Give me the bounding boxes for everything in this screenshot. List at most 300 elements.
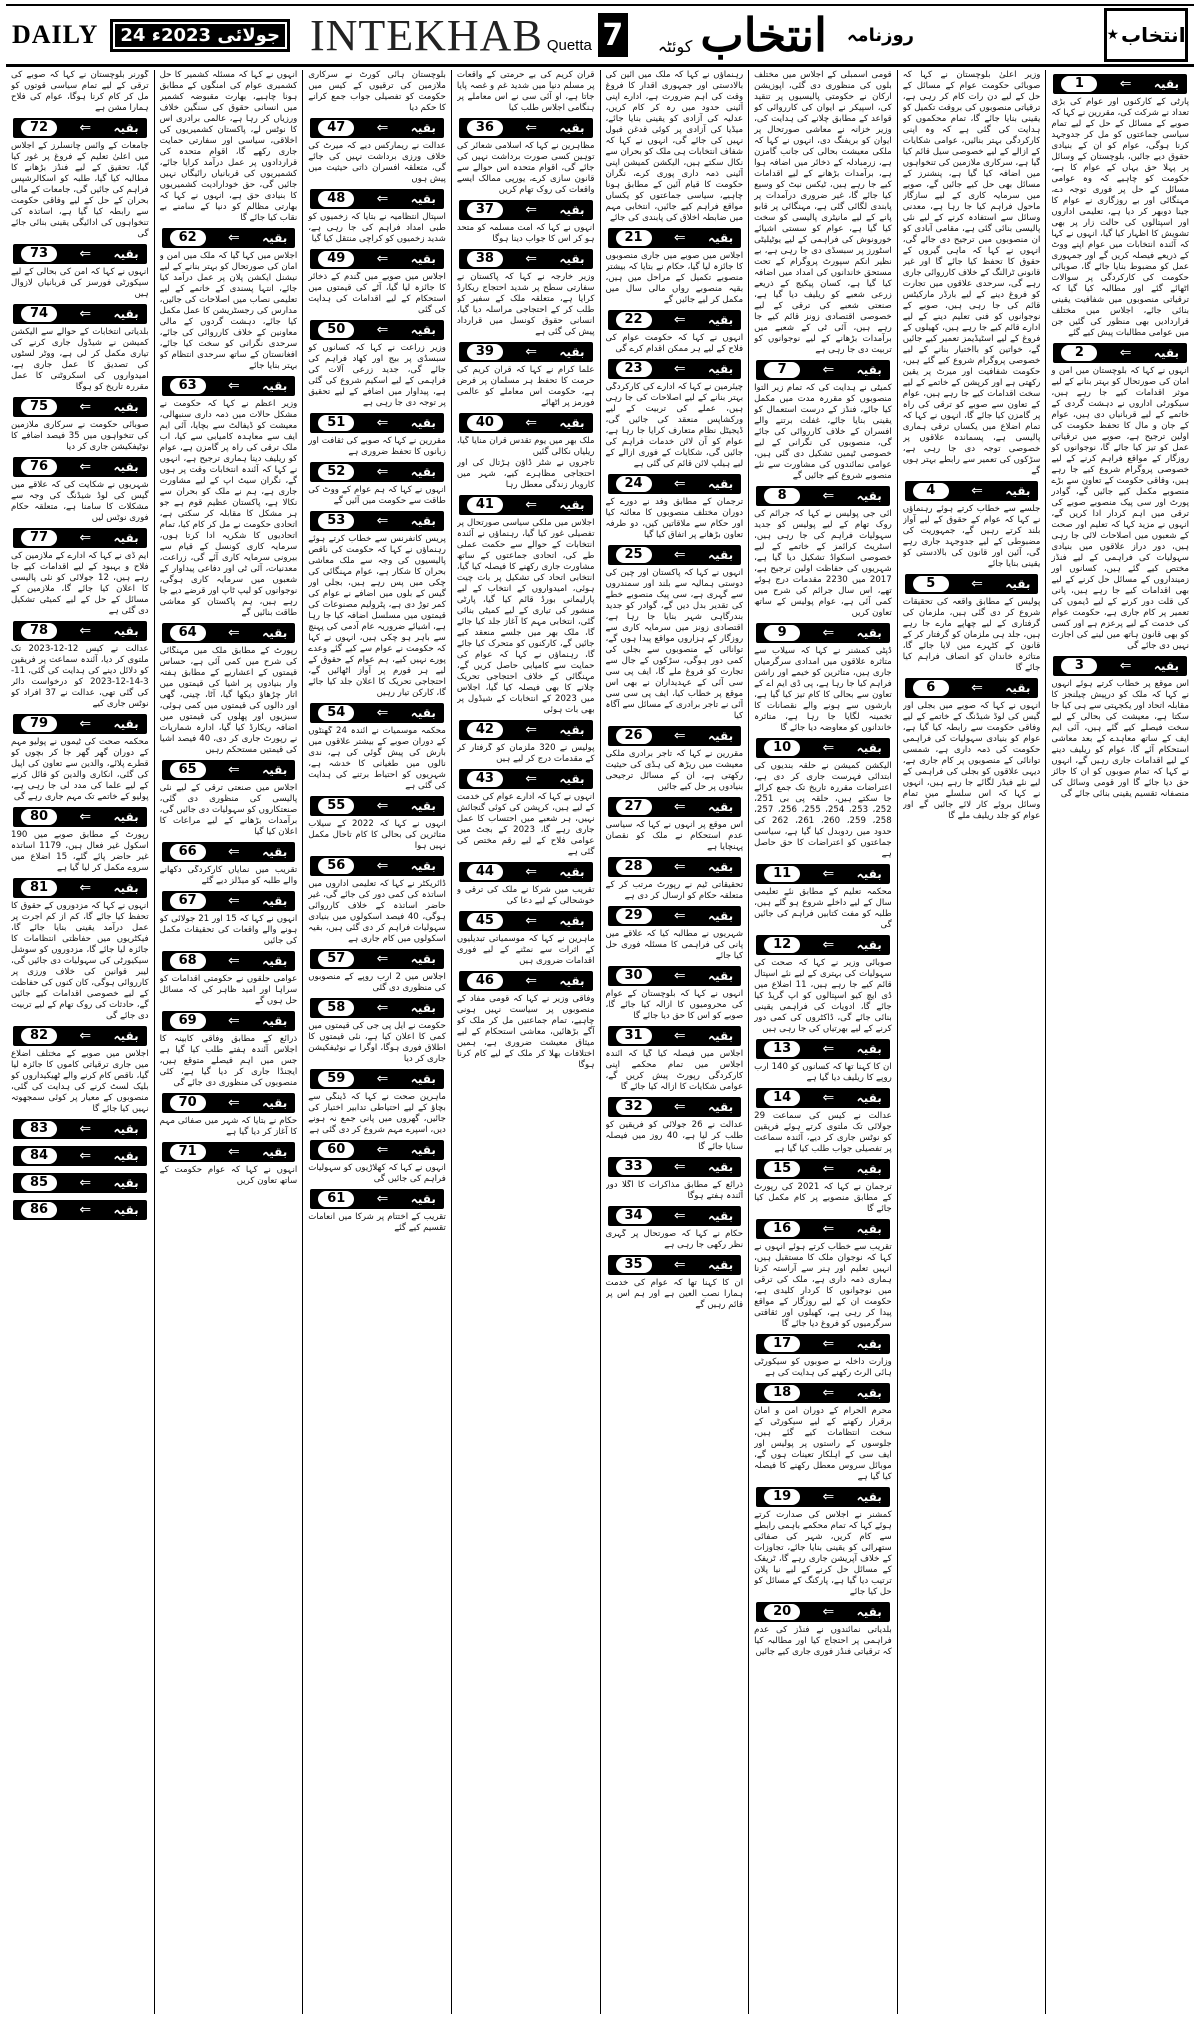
arrow-left-icon: ⇐ [376, 322, 389, 338]
arrow-left-icon: ⇐ [228, 625, 240, 641]
continuation-item [308, 699, 446, 792]
continuation-header[interactable] [459, 413, 593, 433]
arrow-left-icon: ⇐ [822, 362, 835, 378]
article-text: انہوں نے کہا کہ عوام حکومت کے ساتھ تعاون کریں [159, 1165, 298, 1186]
continuation-header[interactable] [310, 998, 444, 1018]
continuation-label: بقیہ [856, 1042, 882, 1056]
continuation-number: 26 [616, 728, 652, 744]
continuation-label: بقیہ [1005, 484, 1031, 498]
continuation-label: بقیہ [262, 763, 288, 777]
continuation-label: بقیہ [559, 252, 585, 266]
continuation-header[interactable] [162, 842, 296, 862]
continuation-item [308, 945, 446, 994]
continuation-label: بقیہ [262, 1014, 288, 1028]
continuation-number: 79 [21, 716, 57, 732]
arrow-left-icon: ⇐ [822, 1161, 835, 1177]
continuation-item [754, 1035, 892, 1084]
arrow-left-icon: ⇐ [228, 893, 240, 909]
continuation-item [308, 185, 446, 245]
article-text: وزیر خارجہ نے کہا کہ پاکستان نے سفارتی سطح پر شدید احتجاج ریکارڈ کرایا ہے، متعلقہ ملک کے سفیر کو طلب کر کے احتجاجی مراسلہ دیا گیا، انسانی حقوق کونسل میں قرارداد پیش کی گئی ہے [456, 272, 595, 337]
continuation-header[interactable] [459, 200, 593, 220]
continuation-label: بقیہ [410, 416, 436, 430]
continuation-item [754, 1379, 892, 1483]
continuation-label: بقیہ [856, 1091, 882, 1105]
continuation-label: بقیہ [856, 1337, 882, 1351]
continuation-header[interactable] [13, 244, 147, 264]
masthead-daily: DAILY [12, 20, 99, 49]
continuation-label: بقیہ [856, 867, 882, 881]
continuation-label: بقیہ [410, 121, 436, 135]
continuation-item [457, 907, 595, 967]
continuation-label: بقیہ [113, 1029, 139, 1043]
continuation-item [11, 1115, 149, 1142]
continuation-item [160, 947, 298, 1007]
continuation-item [606, 962, 744, 1022]
continuation-item [754, 734, 892, 860]
article-text: انہوں نے کہا کہ مزدوروں کے حقوق کا تحفظ کیا جائے گا، کم از کم اجرت پر عمل درآمد یقینی بنایا جائے گا، فیکٹریوں میں حفاظتی انتظامات کا جائزہ لیا جائے گا، مزدوروں کو سوشل سیکیورٹی کی سہولیات دی جائیں گی، لیبر قوانین کی خلاف ورزی پر کارروائی ہوگی، کان کنوں کی حفاظت کے لیے خصوصی اقدامات کیے جائیں گے، حادثات کی روک تھام کے لیے تربیت دی جائے گی [11, 901, 149, 1021]
continuation-number: 71 [170, 1144, 206, 1160]
news-column [451, 70, 600, 2014]
continuation-item [308, 1185, 446, 1234]
continuation-header[interactable] [310, 511, 444, 531]
continuation-item [457, 196, 595, 245]
continuation-number: 43 [467, 771, 503, 787]
continuation-item [754, 1330, 892, 1379]
arrow-left-icon: ⇐ [1119, 345, 1132, 361]
continuation-number: 25 [616, 547, 652, 563]
continuation-header[interactable] [13, 457, 147, 477]
continuation-label: بقیہ [856, 1162, 882, 1176]
continuation-label: بقیہ [1005, 577, 1031, 591]
article-text: بلدیاتی نمائندوں نے فنڈز کی عدم فراہمی پر احتجاج کیا اور مطالبہ کیا کہ ترقیاتی فنڈز فوری جاری کیے جائیں [754, 1625, 892, 1657]
arrow-left-icon: ⇐ [673, 476, 686, 492]
arrow-left-icon: ⇐ [376, 1000, 389, 1016]
continuation-number: 54 [318, 705, 354, 721]
continuation-item [308, 114, 446, 185]
continuation-header[interactable] [13, 807, 147, 827]
continuation-header[interactable] [310, 1140, 444, 1160]
continuation-header[interactable] [756, 360, 890, 380]
continuation-label: بقیہ [113, 247, 139, 261]
continuation-header[interactable] [608, 1026, 742, 1046]
continuation-header[interactable] [608, 906, 742, 926]
continuation-header[interactable] [608, 1097, 742, 1117]
arrow-left-icon: ⇐ [673, 1208, 686, 1224]
arrow-left-icon: ⇐ [673, 1099, 686, 1115]
continuation-item [160, 887, 298, 947]
continuation-header[interactable] [310, 118, 444, 138]
article-text: انہوں نے کہا کہ بلوچستان میں امن و امان کی صورتحال کو بہتر بنانے کے لیے موثر اقدامات کیے جا رہے ہیں، سیکورٹی اداروں نے دہشت گردی کے خاتمے کے لیے قربانیاں دی ہیں، عوام کے جان و مال کا تحفظ حکومت کی اولین ترجیح ہے، صوبے میں ترقیاتی عمل کو تیز کیا جائے گا، نوجوانوں کو روزگار کے مواقع فراہم کرنے کے لیے خصوصی پروگرام شروع کیے جا رہے ہیں، وفاقی حکومت کے تعاون سے بڑے منصوبے مکمل کیے جائیں گے، گوادر پورٹ اور سی پیک منصوبے صوبے کی ترقی میں اہم کردار ادا کریں گے، انہوں نے مزید کہا کہ تعلیم اور صحت کے شعبوں میں اصلاحات لائی جا رہی ہیں، دور دراز علاقوں میں بنیادی سہولیات کی فراہمی کے لیے فنڈز مختص کیے گئے ہیں، کسانوں اور زمینداروں کے مسائل حل کرنے کے لیے بھی اقدامات کیے جا رہے ہیں، پانی کی قلت دور کرنے کے لیے ڈیموں کی تعمیر پر کام جاری ہے، حکومت عوام کی خدمت کے لیے پرعزم ہے اور کسی کو بھی قانون ہاتھ میں لینے کی اجازت نہیں دی جائے گی [1051, 366, 1189, 651]
continuation-item [160, 756, 298, 838]
continuation-header[interactable] [756, 864, 890, 884]
arrow-left-icon: ⇐ [376, 191, 389, 207]
arrow-left-icon: ⇐ [673, 728, 686, 744]
arrow-left-icon: ⇐ [673, 1257, 686, 1273]
continuation-header[interactable] [162, 760, 296, 780]
continuation-header[interactable] [756, 623, 890, 643]
article-text: صوبائی حکومت نے سرکاری ملازمین کی تنخواہوں میں 35 فیصد اضافے کا نوٹیفکیشن جاری کر دیا [11, 420, 149, 452]
continuation-header[interactable] [459, 769, 593, 789]
continuation-label: بقیہ [113, 1122, 139, 1136]
arrow-left-icon: ⇐ [228, 1095, 240, 1111]
continuation-header[interactable] [608, 857, 742, 877]
arrow-left-icon: ⇐ [376, 464, 389, 480]
article-text: وزیر اعظم نے کہا کہ حکومت نے مشکل حالات میں ذمہ داری سنبھالی، معیشت کو ڈیفالٹ سے بچایا، آئی ایم ایف سے معاہدہ کامیابی سے کیا، اب ملک ترقی کی راہ پر گامزن ہے، عوام کو ریلیف دینا ہماری ترجیح ہے، انہوں نے کہا کہ آئندہ انتخابات وقت پر ہوں گے، نگران سیٹ اپ کے لیے مشاورت جاری ہے، ہم نے ملک کو بحران سے نکالا ہے، پاکستان عظیم قوم ہے جو ہر مشکل کا مقابلہ کر سکتی ہے، اتحادی حکومت نے مل کر کام کیا، تمام اتحادیوں کا شکریہ ادا کرتا ہوں، سرمایہ کاری کونسل کے قیام سے بیرونی سرمایہ کاری آئے گی، زراعت، معدنیات، آئی ٹی اور دفاعی پیداوار کے شعبوں میں سرمایہ کاری ہوگی، نوجوانوں کو لیپ ٹاپ اور قرضے دیے جا رہے ہیں، ہم پاکستان کو معاشی طاقت بنائیں گے [159, 399, 298, 618]
news-column [302, 70, 451, 2014]
continuation-header[interactable] [162, 1093, 296, 1113]
article-text: شہریوں نے شکایت کی کہ علاقے میں گیس کی لوڈ شیڈنگ کی وجہ سے مشکلات کا سامنا ہے، متعلقہ حکام فوری نوٹس لیں [11, 480, 149, 523]
arrow-left-icon: ⇐ [376, 1142, 389, 1158]
continuation-header[interactable] [459, 342, 593, 362]
continuation-number: 6 [913, 680, 949, 696]
article-text: حکومت نے ایل پی جی کی قیمتوں میں کمی کا اعلان کیا ہے، نئی قیمتوں کا اطلاق فوری ہوگا، اوگرا نے نوٹیفکیشن جاری کر دیا [308, 1021, 446, 1064]
continuation-label: بقیہ [113, 121, 139, 135]
continuation-header[interactable] [13, 304, 147, 324]
continuation-item [754, 356, 892, 482]
continuation-item [457, 70, 595, 114]
continuation-number: 40 [467, 415, 503, 431]
arrow-left-icon: ⇐ [822, 1041, 835, 1057]
continuation-item [11, 1169, 149, 1196]
continuation-label: بقیہ [559, 723, 585, 737]
continuation-item [754, 931, 892, 1035]
article-text: تقریب کے اختتام پر شرکا میں انعامات تقسیم کیے گئے [308, 1212, 446, 1233]
continuation-header[interactable] [13, 1146, 147, 1166]
continuation-header[interactable] [13, 878, 147, 898]
continuation-header[interactable] [310, 796, 444, 816]
continuation-header[interactable] [162, 376, 296, 396]
continuation-label: بقیہ [410, 1192, 436, 1206]
continuation-number: 38 [467, 251, 503, 267]
continuation-item [308, 70, 446, 114]
article-text: ماہرین نے کہا کہ موسمیاتی تبدیلیوں کے اثرات سے نمٹنے کے لیے فوری اقدامات ضروری ہیں [456, 934, 595, 966]
continuation-header[interactable] [459, 118, 593, 138]
continuation-label: بقیہ [113, 810, 139, 824]
continuation-item [11, 393, 149, 453]
continuation-number: 14 [764, 1090, 800, 1106]
continuation-label: بقیہ [856, 1222, 882, 1236]
continuation-header[interactable] [756, 1602, 890, 1622]
continuation-label: بقیہ [856, 1605, 882, 1619]
continuation-number: 86 [21, 1202, 57, 1218]
continuation-label: بقیہ [410, 252, 436, 266]
continuation-header[interactable] [162, 623, 296, 643]
continuation-item [1051, 70, 1189, 339]
continuation-header[interactable] [756, 738, 890, 758]
continuation-label: بقیہ [708, 969, 734, 983]
continuation-header[interactable] [756, 1334, 890, 1354]
continuation-number: 35 [616, 1257, 652, 1273]
arrow-left-icon: ⇐ [673, 361, 686, 377]
continuation-header[interactable] [608, 228, 742, 248]
continuation-item [1051, 652, 1189, 800]
continuation-label: بقیہ [856, 741, 882, 755]
continuation-header[interactable] [905, 678, 1039, 698]
continuation-number: 83 [21, 1121, 57, 1137]
continuation-header[interactable] [608, 359, 742, 379]
continuation-item [606, 1093, 744, 1153]
continuation-item [754, 482, 892, 619]
continuation-number: 44 [467, 864, 503, 880]
continuation-item [903, 477, 1041, 570]
continuation-item [754, 1215, 892, 1330]
continuation-item [606, 541, 744, 722]
continuation-header[interactable] [756, 1219, 890, 1239]
continuation-header[interactable] [13, 1026, 147, 1046]
continuation-number: 77 [21, 530, 57, 546]
news-column [897, 70, 1046, 2014]
continuation-number: 42 [467, 722, 503, 738]
continuation-item [11, 114, 149, 240]
continuation-item [160, 1089, 298, 1138]
article-text: پریس کانفرنس سے خطاب کرتے ہوئے رہنماؤں نے کہا کہ حکومت کی ناقص پالیسیوں کی وجہ سے ملک معاشی بحران کا شکار ہے، عوام مہنگائی کی چکی میں پس رہے ہیں، بجلی اور گیس کے بلوں میں اضافے نے عوام کی کمر توڑ دی ہے، پٹرولیم مصنوعات کی قیمتوں میں مسلسل اضافہ کیا جا رہا ہے، اشیائے ضروریہ عام آدمی کی پہنچ سے باہر ہو چکی ہیں، انہوں نے کہا کہ حکومت نے عوام سے کیے گئے وعدے پورے نہیں کیے، ہم عوام کے حقوق کے لیے ہر فورم پر آواز اٹھائیں گے، احتجاجی تحریک کا اعلان جلد کیا جائے گا، کارکن تیار رہیں [308, 534, 446, 698]
continuation-header[interactable] [162, 1011, 296, 1031]
continuation-header[interactable] [310, 1069, 444, 1089]
continuation-header[interactable] [459, 911, 593, 931]
newspaper-logo [1104, 8, 1188, 62]
continuation-label: بقیہ [113, 881, 139, 895]
arrow-left-icon: ⇐ [822, 1336, 835, 1352]
continuation-header[interactable] [13, 1173, 147, 1193]
continuation-header[interactable] [459, 249, 593, 269]
continuation-header[interactable] [756, 1159, 890, 1179]
continuation-header[interactable] [608, 474, 742, 494]
continuation-header[interactable] [310, 1189, 444, 1209]
continuation-header[interactable] [756, 1487, 890, 1507]
article-text: آئی جی پولیس نے کہا کہ جرائم کی روک تھام کے لیے پولیس کو جدید سہولیات فراہم کی جا رہی ہیں، اسٹریٹ کرائمز کے خاتمے کے لیے خصوصی اسکواڈ تشکیل دیا گیا ہے، شہریوں کی حفاظت اولین ترجیح ہے، 2017 میں 2230 مقدمات درج ہوئے تھے، اس سال جرائم کی شرح میں کمی آئی ہے، عوام پولیس کے ساتھ تعاون کریں [754, 509, 892, 618]
article-text: انہوں نے کہا کہ کھلاڑیوں کو سہولیات فراہم کی جائیں گی [308, 1163, 446, 1184]
continuation-item [11, 70, 149, 114]
continuation-header[interactable] [756, 1039, 890, 1059]
continuation-header[interactable] [756, 486, 890, 506]
continuation-header[interactable] [459, 495, 593, 515]
continuation-label: بقیہ [708, 313, 734, 327]
continuation-header[interactable] [608, 1255, 742, 1275]
continuation-header[interactable] [1053, 74, 1187, 94]
continuation-item [160, 1138, 298, 1187]
continuation-header[interactable] [162, 228, 296, 248]
continuation-header[interactable] [310, 703, 444, 723]
continuation-item [11, 710, 149, 803]
continuation-number: 47 [318, 120, 354, 136]
article-text: اجلاس میں صوبے کے مختلف اضلاع میں جاری ترقیاتی کاموں کا جائزہ لیا گیا، ناقص کام کرنے والے ٹھیکیداروں کو بلیک لسٹ کرنے کی ہدایت کی گئی، منصوبوں کے معیار پر کوئی سمجھوتہ نہیں کیا جائے گا [11, 1049, 149, 1114]
continuation-item [606, 470, 744, 541]
arrow-left-icon: ⇐ [673, 908, 686, 924]
arrow-left-icon: ⇐ [376, 415, 389, 431]
arrow-left-icon: ⇐ [376, 1071, 389, 1087]
arrow-left-icon: ⇐ [228, 844, 240, 860]
continuation-header[interactable] [162, 951, 296, 971]
continuation-header[interactable] [310, 462, 444, 482]
article-text: اجلاس میں صوبے میں جاری منصوبوں کا جائزہ لیا گیا، حکام نے بتایا کہ بیشتر منصوبے تکمیل کے مراحل میں ہیں، بقیہ منصوبے رواں مالی سال میں مکمل کر لیے جائیں گے [605, 251, 744, 305]
continuation-header[interactable] [310, 413, 444, 433]
arrow-left-icon: ⇐ [228, 1013, 240, 1029]
arrow-left-icon: ⇐ [376, 1191, 389, 1207]
continuation-item [11, 1142, 149, 1169]
continuation-header[interactable] [608, 545, 742, 565]
arrow-left-icon: ⇐ [673, 968, 686, 984]
article-text: قرآن کریم کی بے حرمتی کے واقعات پر مسلم دنیا میں شدید غم و غصہ پایا جاتا ہے، او آئی سی نے اس معاملے پر ہنگامی اجلاس طلب کیا [456, 70, 595, 113]
arrow-left-icon: ⇐ [79, 716, 92, 732]
continuation-header[interactable] [905, 574, 1039, 594]
columns-area [6, 70, 1194, 2014]
continuation-label: بقیہ [1153, 659, 1179, 673]
continuation-number: 19 [764, 1489, 800, 1505]
continuation-header[interactable] [459, 720, 593, 740]
continuation-label: بقیہ [559, 772, 585, 786]
article-text: پولیس نے 320 ملزمان کو گرفتار کر کے مقدمات درج کر لیے ہیں [456, 743, 595, 764]
arrow-left-icon: ⇐ [822, 740, 835, 756]
continuation-label: بقیہ [262, 894, 288, 908]
continuation-item [160, 619, 298, 756]
continuation-label: بقیہ [410, 706, 436, 720]
arrow-left-icon: ⇐ [673, 1028, 686, 1044]
masthead-label-ur: روزنامہ [846, 24, 914, 46]
continuation-number: 27 [616, 799, 652, 815]
continuation-label: بقیہ [262, 1096, 288, 1110]
arrow-left-icon: ⇐ [376, 798, 389, 814]
continuation-number: 55 [318, 798, 354, 814]
continuation-label: بقیہ [708, 800, 734, 814]
continuation-header[interactable] [756, 1383, 890, 1403]
arrow-left-icon: ⇐ [525, 415, 538, 431]
article-text: ماہرین صحت نے کہا کہ ڈینگی سے بچاؤ کے لیے احتیاطی تدابیر اختیار کی جائیں، گھروں میں پانی جمع نہ ہونے دیں، اسپرے مہم شروع کر دی گئی ہے [308, 1092, 446, 1135]
continuation-item [308, 852, 446, 945]
continuation-number: 4 [913, 483, 949, 499]
continuation-number: 21 [616, 230, 652, 246]
continuation-header[interactable] [13, 528, 147, 548]
continuation-header[interactable] [459, 862, 593, 882]
arrow-left-icon: ⇐ [228, 230, 240, 246]
continuation-header[interactable] [162, 1142, 296, 1162]
article-text: حکام نے کہا کہ صورتحال پر گہری نظر رکھی جا رہی ہے [605, 1229, 744, 1250]
continuation-header[interactable] [1053, 656, 1187, 676]
continuation-number: 84 [21, 1148, 57, 1164]
article-text: اجلاس میں صنعتی ترقی کے لیے نئی پالیسی کی منظوری دی گئی، صنعتکاروں کو سہولیات دی جائیں گی، برآمدات بڑھانے کے لیے مراعات کا اعلان کیا گیا [159, 783, 298, 837]
continuation-item [11, 524, 149, 617]
continuation-header[interactable] [459, 971, 593, 991]
article-text: عدالت نے کیس 12-12-2023 تک ملتوی کر دیا، آئندہ سماعت پر فریقین کو دلائل دینے کی ہدایت کی گئی، 11-3-14-12-2023 کو درخواست دائر کی گئی تھی، عدالت نے 37 افراد کو نوٹس جاری کیے [11, 644, 149, 709]
continuation-header[interactable] [310, 949, 444, 969]
continuation-item [1051, 339, 1189, 652]
continuation-header[interactable] [310, 249, 444, 269]
article-text: مقررین نے کہا کہ تاجر برادری ملکی معیشت میں ریڑھ کی ہڈی کی حیثیت رکھتی ہے، ان کے مسائل ترجیحی بنیادوں پر حل کیے جائیں [605, 749, 744, 792]
continuation-label: بقیہ [559, 974, 585, 988]
article-text: علما کرام نے کہا کہ قرآن کریم کی حرمت کا تحفظ ہر مسلمان پر فرض ہے، حکومت اس معاملے کو عالمی فورمز پر اٹھائے [456, 365, 595, 408]
arrow-left-icon: ⇐ [79, 1175, 92, 1191]
continuation-label: بقیہ [856, 1490, 882, 1504]
continuation-number: 20 [764, 1604, 800, 1620]
article-text: وزیر زراعت نے کہا کہ کسانوں کو سبسڈی پر بیج اور کھاد فراہم کی جائے گی، جدید زرعی آلات کی فراہمی کے لیے اسکیم شروع کی گئی ہے، پیداوار میں اضافے کے لیے تحقیق پر توجہ دی جا رہی ہے [308, 343, 446, 408]
continuation-header[interactable] [756, 935, 890, 955]
continuation-label: بقیہ [113, 460, 139, 474]
continuation-item [754, 860, 892, 931]
news-column [600, 70, 749, 2014]
continuation-header[interactable] [13, 118, 147, 138]
arrow-left-icon: ⇐ [79, 809, 92, 825]
continuation-item [903, 674, 1041, 822]
continuation-header[interactable] [13, 714, 147, 734]
continuation-header[interactable] [608, 1206, 742, 1226]
continuation-item [754, 619, 892, 734]
masthead-title-en: INTEKHAB [309, 10, 543, 60]
logo-text: انتخاب [1121, 23, 1186, 47]
continuation-number: 24 [616, 476, 652, 492]
article-text: کمیٹی نے ہدایت کی کہ تمام زیر التوا منصوبوں کو مقررہ مدت میں مکمل کیا جائے، فنڈز کے درست استعمال کو یقینی بنایا جائے، غفلت برتنے والے افسران کے خلاف کارروائی کی جائے گی، منصوبوں کی نگرانی کے لیے خصوصی ٹیمیں تشکیل دی گئی ہیں، عوامی نمائندوں کی مشاورت سے نئے منصوبے شروع کیے جائیں گے [754, 383, 892, 481]
continuation-header[interactable] [310, 189, 444, 209]
continuation-header[interactable] [608, 726, 742, 746]
article-text: بلوچستان ہائی کورٹ نے سرکاری ملازمین کی ترقیوں کے کیس میں حکومت کو تفصیلی جواب جمع کرانے کا حکم دیا [308, 70, 446, 113]
continuation-number: 81 [21, 880, 57, 896]
continuation-number: 72 [21, 120, 57, 136]
continuation-number: 10 [764, 740, 800, 756]
news-column [154, 70, 303, 2014]
arrow-left-icon: ⇐ [673, 1159, 686, 1175]
continuation-label: بقیہ [708, 729, 734, 743]
continuation-item [606, 70, 744, 224]
arrow-left-icon: ⇐ [228, 378, 240, 394]
continuation-label: بقیہ [410, 514, 436, 528]
continuation-number: 11 [764, 866, 800, 882]
article-text: شہریوں نے مطالبہ کیا کہ علاقے میں پانی کی فراہمی کا مسئلہ فوری حل کیا جائے [605, 929, 744, 961]
continuation-header[interactable] [905, 481, 1039, 501]
continuation-header[interactable] [608, 797, 742, 817]
continuation-item [606, 793, 744, 853]
continuation-number: 41 [467, 497, 503, 513]
continuation-item [754, 1598, 892, 1658]
continuation-header[interactable] [608, 966, 742, 986]
article-text: انہوں نے کہا کہ 15 اور 21 جولائی کو ہونے والے واقعات کی تحقیقات مکمل کی جائیں [159, 914, 298, 946]
continuation-item [308, 245, 446, 316]
continuation-number: 63 [170, 378, 206, 394]
continuation-number: 60 [318, 1142, 354, 1158]
continuation-label: بقیہ [856, 489, 882, 503]
article-text: انہوں نے کہا کہ حکومت عوام کی فلاح کے لیے ہر ممکن اقدام کرے گی [605, 333, 744, 354]
article-text: انہوں نے کہا کہ 2022 کے سیلاب متاثرین کی بحالی کا کام تاحال مکمل نہیں ہوا [308, 819, 446, 851]
continuation-label: بقیہ [708, 860, 734, 874]
continuation-label: بقیہ [559, 345, 585, 359]
continuation-header[interactable] [310, 856, 444, 876]
continuation-header[interactable] [13, 397, 147, 417]
continuation-number: 37 [467, 202, 503, 218]
continuation-item [11, 803, 149, 874]
continuation-header[interactable] [13, 1119, 147, 1139]
article-text: رہنماؤں نے کہا کہ ملک میں آئین کی بالادستی اور جمہوری اقدار کا فروغ وقت کی اہم ضرورت ہے، ادارے اپنی آئینی حدود میں رہ کر کام کریں، عدلیہ کی آزادی کو یقینی بنایا جائے، میڈیا کی آزادی پر کوئی قدغن قبول نہیں کی جائے گی، انہوں نے کہا کہ شفاف انتخابات ہی ملک کو بحران سے نکال سکتے ہیں، الیکشن کمیشن اپنی آئینی ذمہ داری پوری کرے، نگران حکومت کا قیام آئین کے مطابق ہونا چاہیے، سیاسی جماعتوں کو یکساں مواقع فراہم کیے جائیں، انتخابی مہم میں ضابطہ اخلاق کی پابندی کی جائے [605, 70, 744, 223]
article-text: تقریب میں شرکا نے ملک کی ترقی و خوشحالی کے لیے دعا کی [456, 885, 595, 906]
continuation-header[interactable] [310, 320, 444, 340]
article-text: اجلاس میں کہا گیا کہ ملک میں امن و امان کی صورتحال کو بہتر بنانے کے لیے نیشنل ایکشن پلان پر عمل درآمد کیا جائے، انتہا پسندی کے خاتمے کے لیے تعلیمی نصاب میں اصلاحات کی جائیں، مدارس کی رجسٹریشن کا عمل مکمل کیا جائے، دہشت گردوں کے مالی معاونین کے خلاف کارروائی کی جائے، سرحدی نگرانی کو سخت کیا جائے، افغانستان کے ساتھ سرحدی انتظام کو بہتر بنایا جائے [159, 251, 298, 371]
continuation-label: بقیہ [113, 624, 139, 638]
continuation-header[interactable] [1053, 343, 1187, 363]
continuation-item [606, 1202, 744, 1251]
continuation-item [457, 409, 595, 458]
article-text: انہوں نے کہا کہ مسئلہ کشمیر کا حل کشمیری عوام کی امنگوں کے مطابق ہونا چاہیے، بھارت مقبوضہ کشمیر میں انسانی حقوق کی سنگین خلاف ورزیاں کر رہا ہے، عالمی برادری اس کا نوٹس لے، پاکستان کشمیریوں کی اخلاقی، سیاسی اور سفارتی حمایت جاری رکھے گا، اقوام متحدہ کی قراردادوں پر عمل درآمد کرایا جائے، کشمیریوں کی قربانیاں رائیگاں نہیں جائیں گی، حق خودارادیت کشمیریوں کا بنیادی حق ہے، انہوں نے کہا کہ بھارتی مظالم کو دنیا کے سامنے بے نقاب کیا جائے گا [159, 70, 298, 223]
continuation-number: 12 [764, 937, 800, 953]
continuation-number: 39 [467, 344, 503, 360]
continuation-item [308, 458, 446, 507]
continuation-header[interactable] [756, 1088, 890, 1108]
continuation-header[interactable] [162, 891, 296, 911]
continuation-label: بقیہ [559, 203, 585, 217]
continuation-header[interactable] [608, 310, 742, 330]
continuation-header[interactable] [13, 1200, 147, 1220]
arrow-left-icon: ⇐ [525, 120, 538, 136]
continuation-header[interactable] [13, 621, 147, 641]
continuation-header[interactable] [608, 1157, 742, 1177]
continuation-number: 73 [21, 246, 57, 262]
arrow-left-icon: ⇐ [525, 344, 538, 360]
continuation-number: 33 [616, 1159, 652, 1175]
